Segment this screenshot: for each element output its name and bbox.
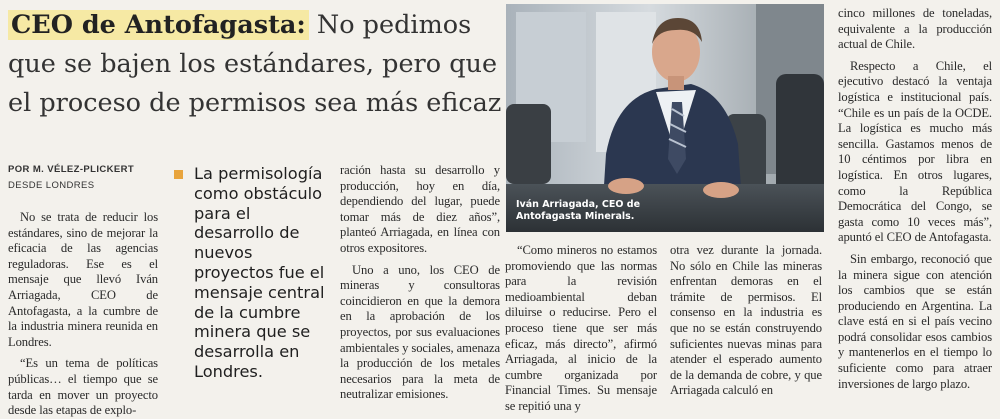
headline-highlight: CEO de Antofagasta:: [8, 10, 309, 40]
pull-quote-text: La permisología como obstáculo para el desarrollo de nuevos proyectos fue el mensaje central de la cumbre minera que se desarrolla en Londres.: [194, 164, 325, 381]
article-column-4: [670, 243, 822, 399]
pull-quote: [176, 164, 326, 382]
byline-author: M. VÉLEZ-PLICKERT: [32, 164, 135, 175]
paragraph: otra vez durante la jornada. No sólo en Chile las mineras enfrentan demoras en el trámite de permisos. El consenso en la industria es que no se están construyendo suficientes nuevas minas para atender el esperado aumento de la demanda de cobre, y que Arriagada calculó en: [670, 243, 822, 398]
article-column-2: [340, 163, 500, 403]
article-column-3: [505, 243, 657, 415]
paragraph: Sin embargo, reconoció que la minera sigue con atención los cambios que se están produciendo en Argentina. La clave está en si el país vecino podrá consolidar esos cambios y mantenerlos en el tiempo lo suficiente como para atraer inversiones de largo plazo.: [838, 251, 992, 391]
byline-location: DESDE LONDRES: [8, 180, 95, 191]
headline-text: No pedimos que se bajen los estándares, pero que el proceso de permisos sea más eficaz: [8, 10, 502, 118]
paragraph: No se trata de reducir los estándares, sino de mejorar la eficacia de las agencias reguladoras. Ese es el mensaje que llevó Iván Arriagada, CEO de Antofagasta, a la cumbre de la industria minera reunida en Londres.: [8, 210, 158, 349]
paragraph: ración hasta su desarrollo y producción, hoy en día, dependiendo del lugar, puede tomar más de diez años”, planteó Arriagada, en línea con otros expositores.: [340, 163, 500, 255]
paragraph: Respecto a Chile, el ejecutivo destacó la ventaja logística e institucional país. “Chile es un país de la OCDE. La logística es mucho más sencilla. Gastamos menos de 10 céntimos por libra en logística. En otros lugares, como la República Democrática del Congo, se gasta como 10 veces más”, apuntó el CEO de Antofagasta.: [838, 58, 992, 245]
byline: [8, 162, 134, 194]
ceo-photo: [506, 4, 824, 232]
caption-line: Antofagasta Minerals.: [516, 210, 635, 222]
byline-prefix: POR: [8, 164, 30, 175]
article-column-1: [8, 210, 158, 419]
photo-caption: [516, 199, 640, 222]
headline: [8, 6, 508, 123]
ceo-portrait-image: [506, 4, 824, 232]
article-column-5: [838, 6, 992, 392]
paragraph: cinco millones de toneladas, equivalente a la producción actual de Chile.: [838, 6, 992, 52]
caption-line: Iván Arriagada, CEO de: [516, 199, 641, 210]
paragraph: “Como mineros no estamos promoviendo que las normas para la revisión medioambiental deban diluirse o reducirse. Pero el proceso tiene que ser más eficaz, más directo”, afirmó Arriagada, al inicio de la cumbre organizada por Financial Times. Su mensaje se repitió una y: [505, 243, 657, 413]
paragraph: Uno a uno, los CEO de mineras y consultoras coincidieron en que la demora en la aprobación de los proyectos, por sus evaluaciones ambientales y sociales, amenaza la producción de los metales necesarios para la meta de neutralizar emisiones.: [340, 262, 500, 402]
pull-quote-bullet-icon: [174, 170, 183, 179]
paragraph: “Es un tema de políticas públicas… el tiempo que se tarda en mover un proyecto desde las etapas de explo-: [8, 356, 158, 418]
